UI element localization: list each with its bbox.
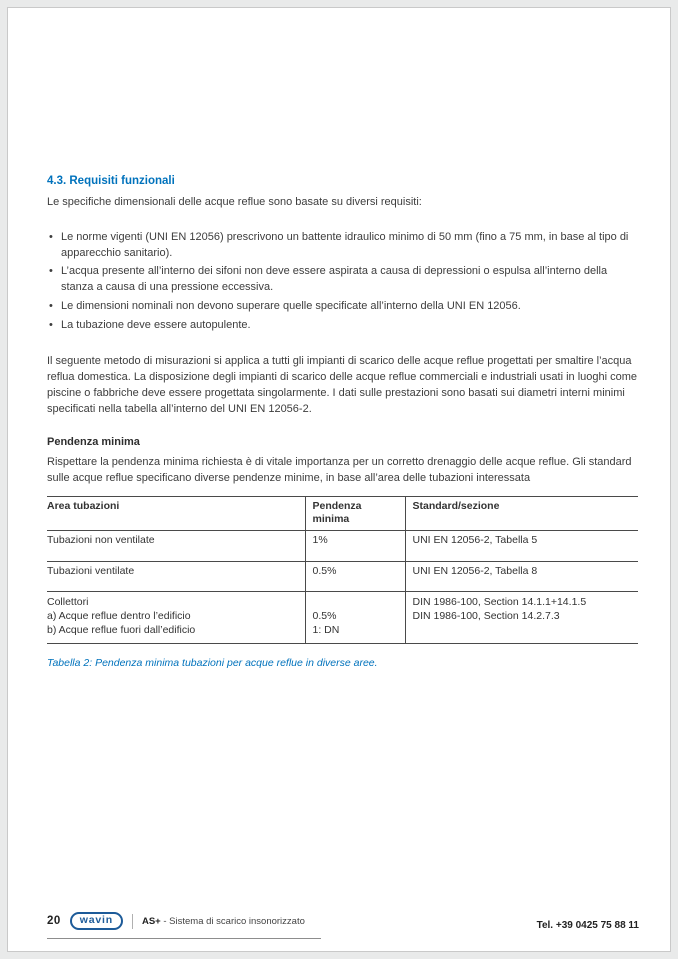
cell-line: DIN 1986-100, Section 14.2.7.3 [412, 610, 560, 623]
wavin-logo: wavin [70, 912, 123, 930]
cell-line: 0.5% [312, 610, 337, 623]
slope-paragraph: Rispettare la pendenza minima richiesta è di vitale importanza per un corretto drenaggio delle acque reflue. Gli standard sulle acque reflue specificano diverse pendenze minime, in base all’area delle tubazioni interessata [47, 455, 632, 484]
cell-area: Tubazioni non ventilate [47, 531, 305, 562]
phone-number: Tel. +39 0425 75 88 11 [536, 920, 639, 931]
list-item: • Le dimensioni nominali non devono superare quelle specificate all’interno della UNI EN 12056. [47, 299, 638, 315]
cell-line: Collettori [47, 596, 89, 609]
list-item: • Le norme vigenti (UNI EN 12056) prescrivono un battente idraulico minimo di 50 mm (fino a 75 mm, in base al tipo di apparecchio sanitario). [47, 230, 638, 262]
section-title: 4.3. Requisiti funzionali [47, 175, 175, 187]
cell-line [313, 595, 399, 609]
requirements-list [47, 230, 638, 335]
method-paragraph: Il seguente metodo di misurazioni si applica a tutti gli impianti di scarico delle acque reflue progettati per smaltire l’acqua reflua domestica. La disposizione degli impianti di scarico delle acque reflue commerciali e industriali usati in luoghi come piscine o fabbriche deve essere progettata singolarmente. I dati sulle prestazioni sono basati sui diametri interni minimi specificati nella tabella all’interno del UNI EN 12056-2. [47, 355, 638, 416]
document-page [7, 7, 671, 952]
table-row [47, 531, 638, 562]
cell-area [47, 592, 305, 644]
cell-area: Tubazioni ventilate [47, 561, 305, 592]
table-caption: Tabella 2: Pendenza minima tubazioni per acque reflue in diverse aree. [47, 657, 378, 670]
list-item: • La tubazione deve essere autopulente. [47, 318, 638, 334]
list-item: • L’acqua presente all’interno dei sifoni non deve essere aspirata a causa di depressioni o espulsa all’interno della stanza a causa di una pressione eccessiva. [47, 264, 638, 296]
cell-standard: UNI EN 12056-2, Tabella 5 [405, 531, 638, 562]
cell-line [413, 623, 633, 637]
product-line [142, 916, 305, 927]
footer-left-group [47, 912, 321, 939]
page-content [8, 8, 670, 672]
cell-line: b) Acque reflue fuori dall’edificio [47, 624, 196, 637]
subheading-pendenza-minima: Pendenza minima [47, 435, 140, 448]
cell-line: DIN 1986-100, Section 14.1.1+14.1.5 [412, 596, 587, 609]
cell-slope [305, 592, 405, 644]
cell-slope: 0.5% [305, 561, 405, 592]
table-row [47, 592, 638, 644]
page-footer [47, 912, 639, 939]
cell-standard: UNI EN 12056-2, Tabella 8 [405, 561, 638, 592]
page-number: 20 [47, 915, 61, 927]
cell-standard [405, 592, 638, 644]
product-description: - Sistema di scarico insonorizzato [163, 915, 305, 927]
product-name: AS+ [141, 915, 161, 927]
cell-slope: 1% [305, 531, 405, 562]
table-row [47, 561, 638, 592]
col-header-slope: Pendenza minima [305, 496, 405, 530]
table-header-row [47, 496, 638, 530]
col-header-standard: Standard/sezione [405, 496, 638, 530]
intro-paragraph: Le specifiche dimensionali delle acque reflue sono basate su diversi requisiti: [47, 195, 422, 208]
cell-line: 1: DN [312, 624, 340, 637]
footer-divider [132, 914, 133, 929]
cell-line: a) Acque reflue dentro l’edificio [47, 610, 191, 623]
col-header-area: Area tubazioni [47, 496, 305, 530]
slope-table [47, 496, 638, 645]
